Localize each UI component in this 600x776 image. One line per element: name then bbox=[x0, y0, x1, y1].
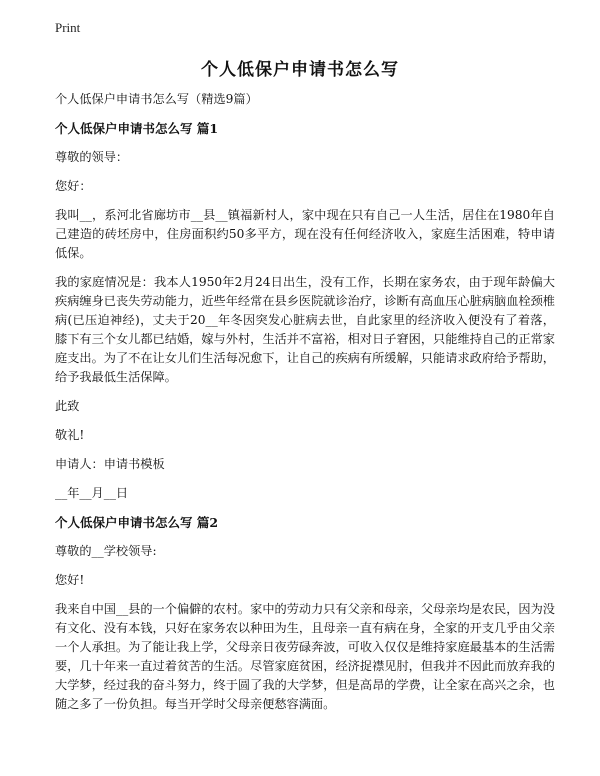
greeting-2: 您好! bbox=[55, 573, 85, 587]
applicant-line: 申请人：申请书模板 bbox=[55, 457, 165, 471]
section-heading-2: 个人低保户申请书怎么写 篇2 bbox=[55, 515, 219, 530]
document-intro: 个人低保户申请书怎么写（精选9篇） bbox=[55, 92, 258, 106]
date-line: __年__月__日 bbox=[55, 486, 129, 500]
paragraph-1-1: 我叫__，系河北省廊坊市__县__镇福新村人，家中现在只有自己一人生活，居住在1980年自己建造的砖坯房中，住房面积约50多平方，现在没有任何经济收入，家庭生活困难，特申请低保。 bbox=[55, 208, 555, 260]
closing-1: 此致 bbox=[55, 399, 80, 413]
document-body bbox=[55, 90, 555, 724]
greeting-1: 您好： bbox=[55, 179, 92, 193]
paragraph-2-1: 我来自中国__县的一个偏僻的农村。家中的劳动力只有父亲和母亲，父母亲均是农民，因为没有文化、没有本钱，只好在家务农以种田为生，且母亲一直有病在身，全家的开支几乎由父亲一个人承担。为了能让我上学，父母亲日夜劳碌奔波，可收入仅仅是维持家庭最基本的生活需要，几十年来一直过着贫苦的生活。尽管家庭贫困，经济捉襟见肘，但我并不因此而放弃我的大学梦，经过我的奋斗努力，终于圆了我的大学梦，但是高昂的学费，让全家在高兴之余，也随之多了一份负担。每当开学时父母亲便愁容满面。 bbox=[55, 602, 555, 711]
closing-2: 敬礼! bbox=[55, 428, 85, 442]
paragraph-1-2: 我的家庭情况是：我本人1950年2月24日出生，没有工作，长期在家务农，由于现年龄偏大疾病缠身已丧失劳动能力，近些年经常在县乡医院就诊治疗，诊断有高血压心脏病脑血栓颈椎病(已压迫神经)，丈夫于20__年冬因突发心脏病去世，自此家里的经济收入便没有了着落，膝下有三个女儿都已结婚，嫁与外村，生活并不富裕，相对日子窘困，只能维持自己的正常家庭支出。为了不在让女儿们生活每况愈下，让自己的疾病有所缓解，只能请求政府给予帮助，给予我最低生活保障。 bbox=[55, 275, 555, 384]
print-link[interactable]: Print bbox=[55, 20, 81, 35]
document-title: 个人低保户申请书怎么写 bbox=[201, 60, 399, 80]
section-heading-1: 个人低保户申请书怎么写 篇1 bbox=[55, 121, 219, 136]
salutation-1: 尊敬的领导： bbox=[55, 150, 129, 164]
salutation-2: 尊敬的__学校领导: bbox=[55, 544, 157, 558]
